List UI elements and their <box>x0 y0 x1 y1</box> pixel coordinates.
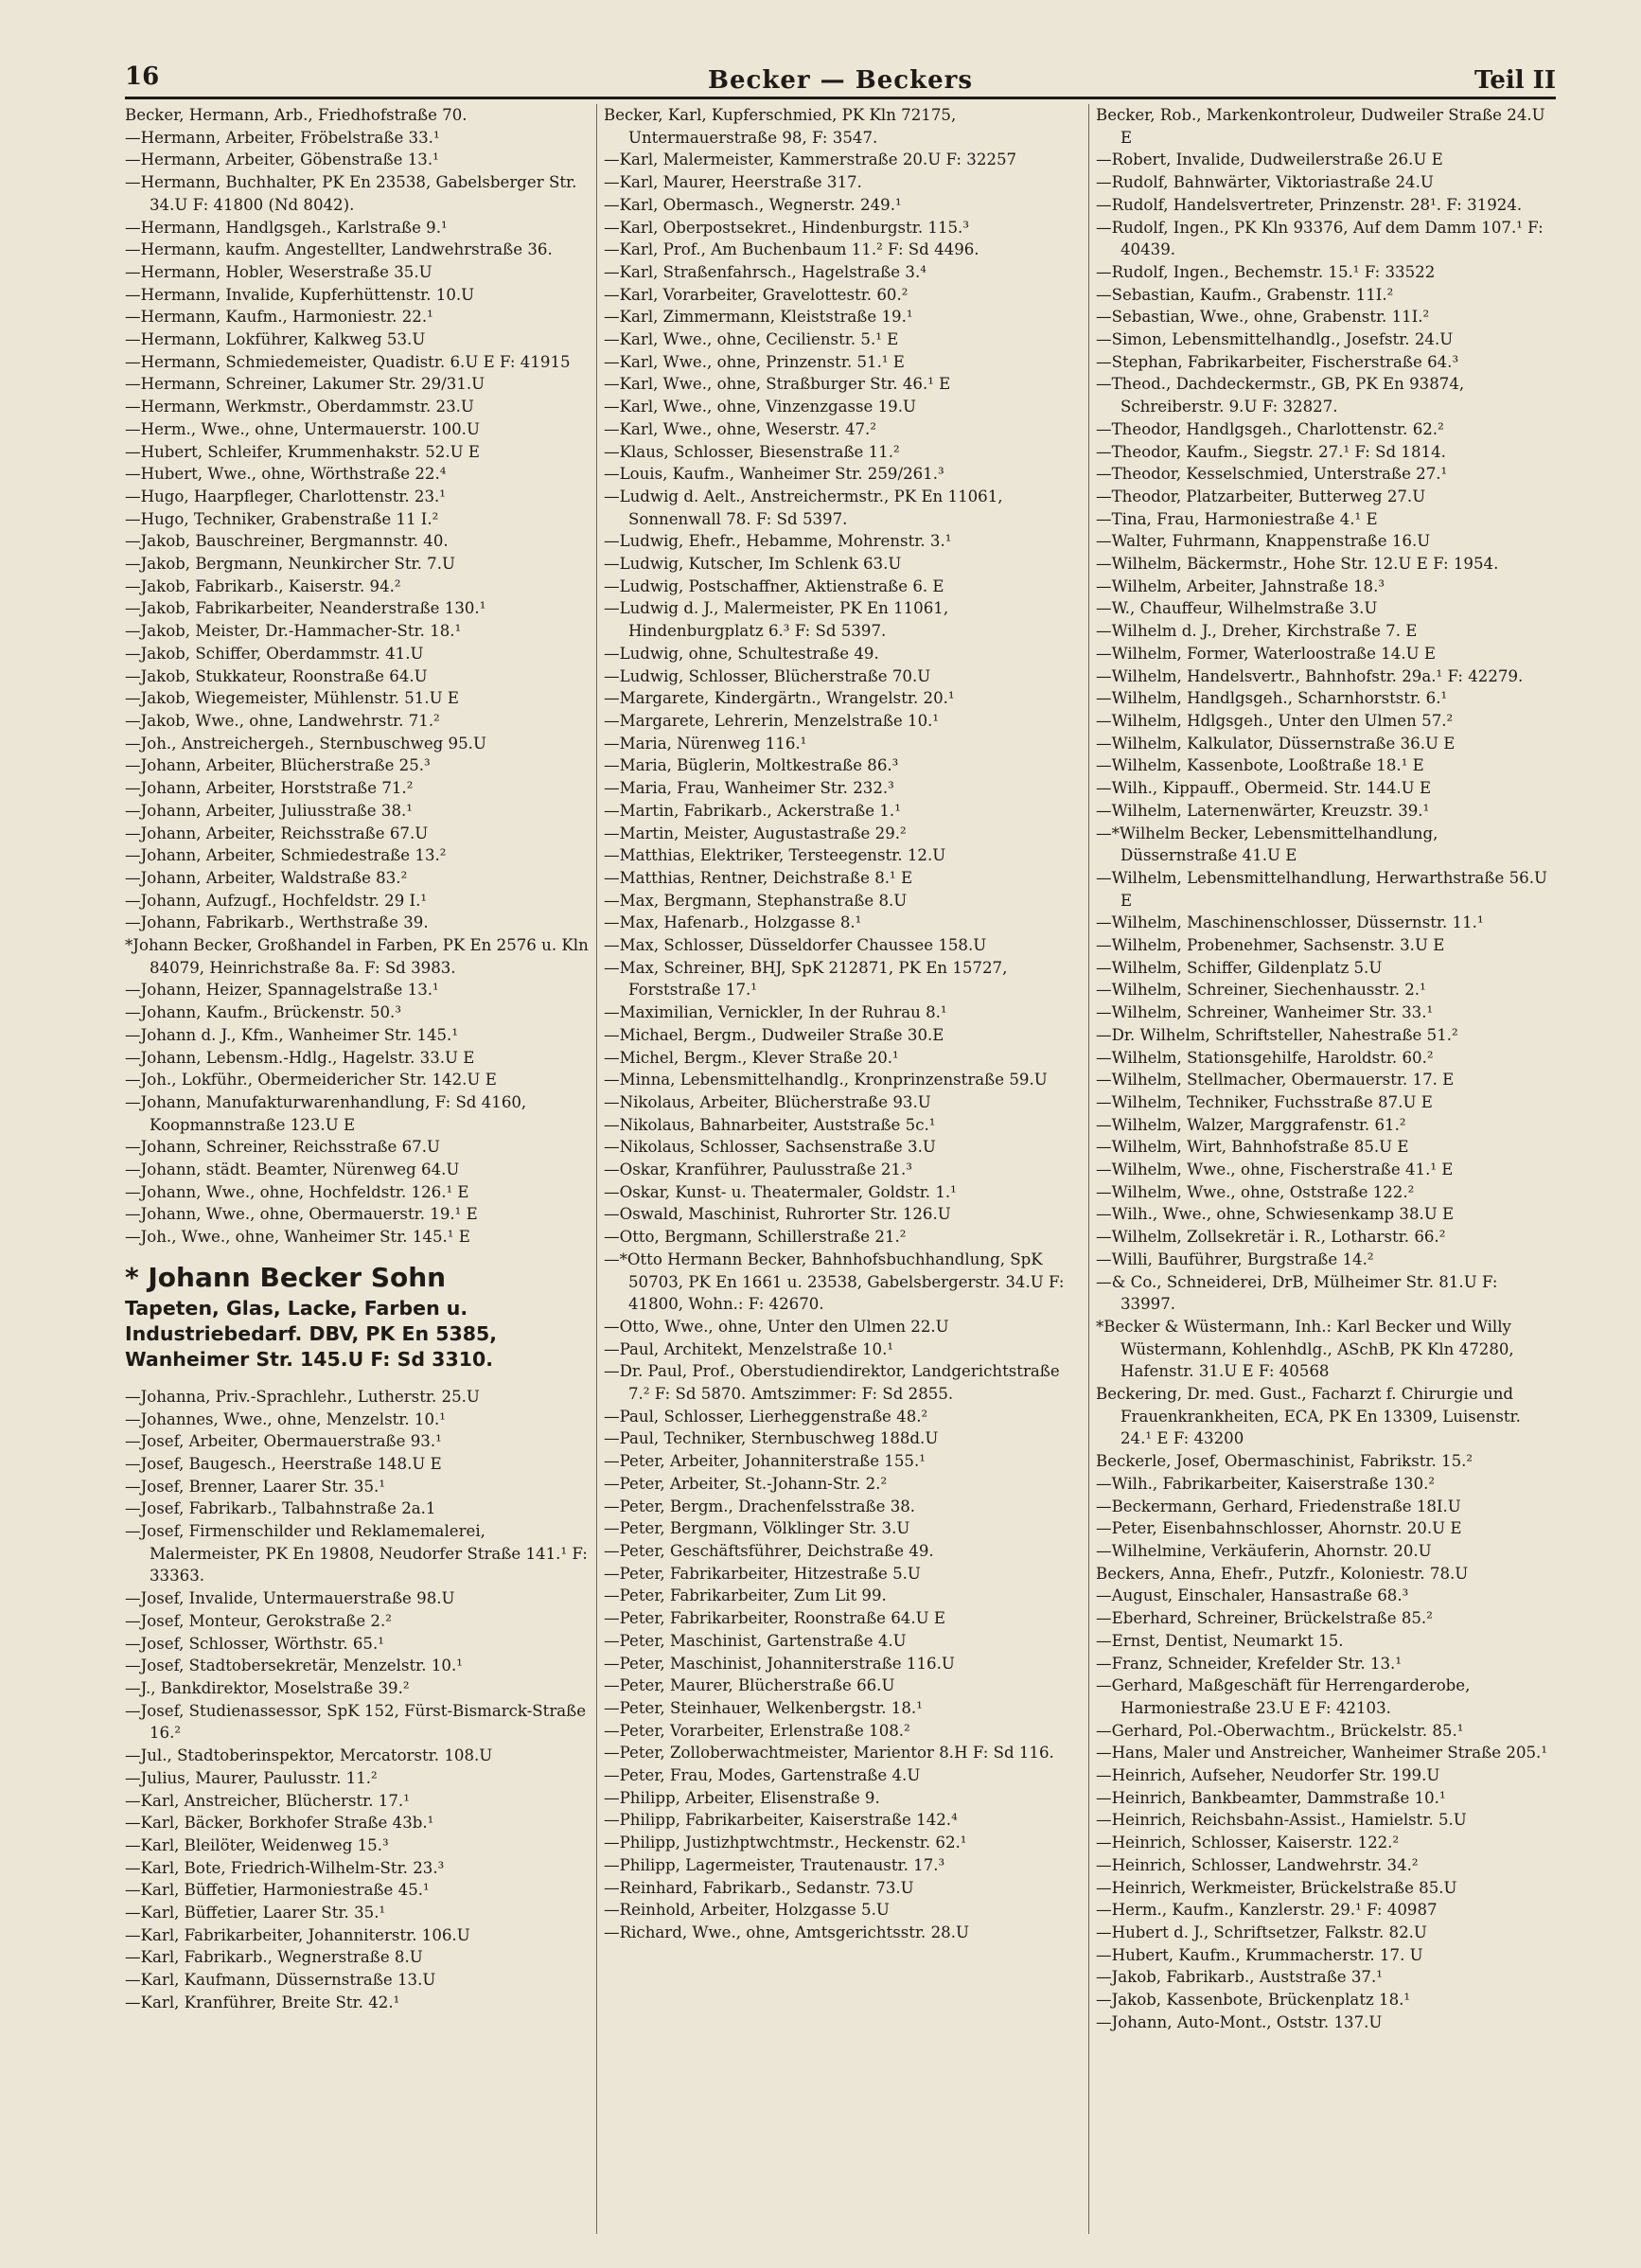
directory-entry: —Hermann, Arbeiter, Fröbelstraße 33.¹ <box>125 128 440 147</box>
directory-entry: —Nikolaus, Schlosser, Sachsenstraße 3.U <box>604 1138 936 1157</box>
directory-entry: —Margarete, Lehrerin, Menzelstraße 10.¹ <box>604 711 940 730</box>
directory-entry: —Sebastian, Wwe., ohne, Grabenstr. 11I.² <box>1096 308 1430 327</box>
directory-entry: —Dr. Paul, Prof., Oberstudiendirektor, Landgerichtstraße 7.² F: Sd 5870. Amtszimmer: F: Sd 2855. <box>604 1362 1060 1404</box>
directory-entry: —Heinrich, Schlosser, Kaiserstr. 122.² <box>1096 1834 1400 1852</box>
directory-entry: —Karl, Vorarbeiter, Gravelottestr. 60.² <box>604 285 909 304</box>
directory-entry: —Ludwig, Ehefr., Hebamme, Mohrenstr. 3.¹ <box>604 532 952 551</box>
directory-entry: —Ludwig d. Aelt., Anstreichermstr., PK En 11061, Sonnenwall 78. F: Sd 5397. <box>604 487 1003 528</box>
directory-entry: —Margarete, Kindergärtn., Wrangelstr. 20.¹ <box>604 689 955 708</box>
directory-entry: —Dr. Wilhelm, Schriftsteller, Nahestraße 51.² <box>1096 1025 1458 1044</box>
directory-entry: —Wilhelm, Schreiner, Siechenhausstr. 2.¹ <box>1096 981 1426 1000</box>
directory-entry: —Peter, Maurer, Blücherstraße 66.U <box>604 1676 895 1695</box>
column-2-entries <box>604 104 1077 1944</box>
directory-entry: —Max, Schlosser, Düsseldorfer Chaussee 158.U <box>604 936 987 955</box>
directory-entry: —Theod., Dachdeckermstr., GB, PK En 93874, Schreiberstr. 9.U F: 32827. <box>1096 375 1465 416</box>
directory-entry: —Hugo, Techniker, Grabenstraße 11 I.² <box>125 509 439 528</box>
directory-entry: —Joh., Wwe., ohne, Wanheimer Str. 145.¹ E <box>125 1228 470 1247</box>
directory-entry: —Johann, Arbeiter, Reichsstraße 67.U <box>125 824 429 842</box>
directory-entry: Beckers, Anna, Ehefr., Putzfr., Koloniestr. 78.U <box>1096 1564 1469 1583</box>
directory-entry: —Ludwig, ohne, Schultestraße 49. <box>604 644 879 663</box>
directory-entry: Becker, Karl, Kupferschmied, PK Kln 72175, Untermauerstraße 98, F: 3547. <box>604 106 957 147</box>
directory-entry: —Robert, Invalide, Dudweilerstraße 26.U E <box>1096 151 1443 169</box>
column-divider <box>1088 104 1089 2234</box>
directory-entry: —Peter, Fabrikarbeiter, Roonstraße 64.U E <box>604 1609 946 1628</box>
directory-entry: —Jakob, Bergmann, Neunkircher Str. 7.U <box>125 555 456 574</box>
directory-entry: —Reinhard, Fabrikarb., Sedanstr. 73.U <box>604 1878 914 1897</box>
directory-entry: —Wilhelm, Lebensmittelhandlung, Herwarthstraße 56.U E <box>1096 868 1547 910</box>
directory-entry: —Peter, Fabrikarbeiter, Zum Lit 99. <box>604 1586 887 1605</box>
directory-entry: —Paul, Architekt, Menzelstraße 10.¹ <box>604 1339 894 1358</box>
directory-entry: —Johann, Arbeiter, Horststraße 71.² <box>125 779 414 798</box>
directory-entry: —Franz, Schneider, Krefelder Str. 13.¹ <box>1096 1654 1402 1673</box>
directory-entry: —Ludwig d. J., Malermeister, PK En 11061, Hindenburgplatz 6.³ F: Sd 5397. <box>604 599 949 641</box>
directory-entry: —Karl, Fabrikarbeiter, Johanniterstr. 106.U <box>125 1925 470 1944</box>
section-label: Teil II <box>1473 66 1556 95</box>
directory-entry: —Louis, Kaufm., Wanheimer Str. 259/261.³ <box>604 465 944 484</box>
directory-entry: —Hans, Maler und Anstreicher, Wanheimer Straße 205.¹ <box>1096 1744 1547 1763</box>
directory-entry: —Josef, Fabrikarb., Talbahnstraße 2a.1 <box>125 1499 436 1518</box>
directory-entry: —Nikolaus, Arbeiter, Blücherstraße 93.U <box>604 1092 931 1111</box>
directory-entry: —Maria, Büglerin, Moltkestraße 86.³ <box>604 756 899 775</box>
directory-entry: —Max, Bergmann, Stephanstraße 8.U <box>604 891 908 910</box>
directory-entry: —Paul, Schlosser, Lierheggenstraße 48.² <box>604 1407 928 1426</box>
directory-entry: —Karl, Prof., Am Buchenbaum 11.² F: Sd 4496. <box>604 240 979 259</box>
directory-entry: —Hermann, Arbeiter, Göbenstraße 13.¹ <box>125 151 439 169</box>
directory-entry: —Johann, Arbeiter, Blücherstraße 25.³ <box>125 756 431 775</box>
directory-entry: —Hermann, Hobler, Weserstraße 35.U <box>125 262 432 281</box>
directory-entry: —Heinrich, Reichsbahn-Assist., Hamielstr. 5.U <box>1096 1811 1467 1830</box>
directory-entry: —Maria, Nürenweg 116.¹ <box>604 734 807 753</box>
directory-entry: —Karl, Bäcker, Borkhofer Straße 43b.¹ <box>125 1814 434 1833</box>
directory-entry: —Karl, Wwe., ohne, Straßburger Str. 46.¹ E <box>604 375 951 394</box>
directory-entry: —Peter, Maschinist, Johanniterstraße 116.U <box>604 1654 955 1673</box>
directory-entry: —Theodor, Handlgsgeh., Charlottenstr. 62.² <box>1096 419 1444 438</box>
directory-entry: —Jakob, Fabrikarb., Kaiserstr. 94.² <box>125 576 401 595</box>
directory-entry: —Wilhelm, Stellmacher, Obermauerstr. 17. E <box>1096 1071 1455 1090</box>
header-rule <box>125 97 1556 99</box>
directory-entry: —Karl, Wwe., ohne, Vinzenzgasse 19.U <box>604 398 917 416</box>
column-1 <box>125 104 589 2234</box>
advert-title: * Johann Becker Sohn <box>125 1261 447 1293</box>
directory-entry: —Joh., Lokführ., Obermeidericher Str. 142.U E <box>125 1071 497 1090</box>
directory-entry: —Karl, Büffetier, Harmoniestraße 45.¹ <box>125 1881 430 1900</box>
directory-entry: —Johann, Arbeiter, Waldstraße 83.² <box>125 868 408 887</box>
directory-entry: —Johann, Wwe., ohne, Hochfeldstr. 126.¹ E <box>125 1182 469 1201</box>
directory-entry: —Hermann, Kaufm., Harmoniestr. 22.¹ <box>125 308 433 327</box>
directory-entry: —Philipp, Fabrikarbeiter, Kaiserstraße 142.⁴ <box>604 1811 958 1830</box>
directory-entry: —Walter, Fuhrmann, Knappenstraße 16.U <box>1096 532 1431 551</box>
directory-entry: —Karl, Fabrikarb., Wegnerstraße 8.U <box>125 1948 423 1967</box>
directory-entry: —Martin, Fabrikarb., Ackerstraße 1.¹ <box>604 801 901 820</box>
directory-entry: —Hermann, Lokführer, Kalkweg 53.U <box>125 330 426 349</box>
directory-entry: —Michel, Bergm., Klever Straße 20.¹ <box>604 1048 899 1067</box>
directory-entry: Beckering, Dr. med. Gust., Facharzt f. Chirurgie und Frauenkrankheiten, ECA, PK En 13309, Luisenstr. 24.¹ E F: 43200 <box>1096 1385 1521 1448</box>
directory-entry: —Philipp, Justizhptwchtmstr., Heckenstr. 62.¹ <box>604 1834 967 1852</box>
directory-entry: —Reinhold, Arbeiter, Holzgasse 5.U <box>604 1901 890 1920</box>
directory-entry: Becker, Hermann, Arb., Friedhofstraße 70. <box>125 106 468 124</box>
directory-entry: —August, Einschaler, Hansastraße 68.³ <box>1096 1586 1409 1605</box>
column-1-entries-continued <box>125 1386 589 2014</box>
directory-entry: —Beckermann, Gerhard, Friedenstraße 18I.U <box>1096 1497 1461 1515</box>
column-divider <box>596 104 597 2234</box>
advert-johann-becker-sohn <box>125 1260 589 1373</box>
directory-entry: —Johann, Wwe., ohne, Obermauerstr. 19.¹ E <box>125 1205 478 1224</box>
directory-entry: —Peter, Arbeiter, St.-Johann-Str. 2.² <box>604 1474 888 1493</box>
directory-entry: —Wilh., Wwe., ohne, Schwiesenkamp 38.U E <box>1096 1205 1455 1224</box>
directory-entry: —Maria, Frau, Wanheimer Str. 232.³ <box>604 779 894 798</box>
directory-entry: —Otto, Bergmann, Schillerstraße 21.² <box>604 1228 907 1247</box>
directory-entry: —Hermann, Handlgsgeh., Karlstraße 9.¹ <box>125 218 448 237</box>
directory-entry: —Otto, Wwe., ohne, Unter den Ulmen 22.U <box>604 1317 949 1336</box>
directory-entry: —Jakob, Kassenbote, Brückenplatz 18.¹ <box>1096 1991 1411 2010</box>
directory-entry: —Minna, Lebensmittelhandlg., Kronprinzenstraße 59.U <box>604 1071 1048 1090</box>
directory-entry: —Wilhelm, Techniker, Fuchsstraße 87.U E <box>1096 1092 1433 1111</box>
directory-entry: —Peter, Arbeiter, Johanniterstraße 155.¹ <box>604 1452 926 1471</box>
directory-entry: —Josef, Studienassessor, SpK 152, Fürst-Bismarck-Straße 16.² <box>125 1701 587 1743</box>
directory-entry: —W., Chauffeur, Wilhelmstraße 3.U <box>1096 599 1378 618</box>
directory-entry: —Tina, Frau, Harmoniestraße 4.¹ E <box>1096 509 1378 528</box>
directory-entry: —Peter, Fabrikarbeiter, Hitzestraße 5.U <box>604 1564 921 1583</box>
directory-entry: —Wilhelm, Stationsgehilfe, Haroldstr. 60.² <box>1096 1048 1434 1067</box>
directory-entry: —Karl, Bleilöter, Weidenweg 15.³ <box>125 1835 389 1854</box>
directory-entry: —Hermann, Invalide, Kupferhüttenstr. 10.U <box>125 285 475 304</box>
directory-entry: —Johanna, Priv.-Sprachlehr., Lutherstr. 25.U <box>125 1387 480 1406</box>
directory-entry: —Herm., Kaufm., Kanzlerstr. 29.¹ F: 40987 <box>1096 1901 1438 1920</box>
directory-entry: —Josef, Invalide, Untermauerstraße 98.U <box>125 1589 455 1608</box>
directory-entry: —Josef, Monteur, Gerokstraße 2.² <box>125 1611 392 1630</box>
directory-entry: —Karl, Wwe., ohne, Prinzenstr. 51.¹ E <box>604 352 905 371</box>
page-number: 16 <box>125 62 160 91</box>
directory-entry: —Klaus, Schlosser, Biesenstraße 11.² <box>604 442 900 461</box>
advert-body: Tapeten, Glas, Lacke, Farben u. Industriebedarf. DBV, PK En 5385, Wanheimer Str. 145.U F: Sd 3310. <box>125 1296 498 1371</box>
directory-entry: —Max, Hafenarb., Holzgasse 8.¹ <box>604 913 862 932</box>
directory-entry: Becker, Rob., Markenkontroleur, Dudweiler Straße 24.U E <box>1096 106 1545 147</box>
directory-entry: —Josef, Baugesch., Heerstraße 148.U E <box>125 1454 442 1473</box>
directory-entry: —Eberhard, Schreiner, Brückelstraße 85.² <box>1096 1609 1433 1628</box>
directory-entry: —Herm., Wwe., ohne, Untermauerstr. 100.U <box>125 419 480 438</box>
directory-entry: —Peter, Steinhauer, Welkenbergstr. 18.¹ <box>604 1698 923 1717</box>
directory-entry: —Karl, Straßenfahrsch., Hagelstraße 3.⁴ <box>604 262 926 281</box>
directory-entry: —Karl, Wwe., ohne, Weserstr. 47.² <box>604 419 876 438</box>
directory-entry: —Wilhelm, Laternenwärter, Kreuzstr. 39.¹ <box>1096 801 1430 820</box>
directory-entry: —Gerhard, Maßgeschäft für Herrengarderobe, Harmoniestraße 23.U E F: 42103. <box>1096 1676 1471 1717</box>
directory-entry: —Ernst, Dentist, Neumarkt 15. <box>1096 1631 1344 1650</box>
directory-entry: —Jakob, Schiffer, Oberdammstr. 41.U <box>125 644 424 663</box>
directory-entry: —Karl, Zimmermann, Kleiststraße 19.¹ <box>604 308 913 327</box>
directory-entry: —Ludwig, Schlosser, Blücherstraße 70.U <box>604 666 931 685</box>
directory-entry: —Wilhelm, Handlgsgeh., Scharnhorststr. 6.¹ <box>1096 689 1448 708</box>
directory-entry: —Theodor, Platzarbeiter, Butterweg 27.U <box>1096 487 1426 505</box>
directory-entry: —Wilhelm, Probenehmer, Sachsenstr. 3.U E <box>1096 936 1445 955</box>
directory-entry: —Rudolf, Ingen., Bechemstr. 15.¹ F: 33522 <box>1096 262 1436 281</box>
directory-entry: —Wilhelm, Wwe., ohne, Oststraße 122.² <box>1096 1182 1415 1201</box>
column-3-entries <box>1096 104 1556 2033</box>
directory-entry: —Maximilian, Vernickler, In der Ruhrau 8.¹ <box>604 1003 947 1022</box>
directory-entry: —Matthias, Elektriker, Tersteegenstr. 12.U <box>604 846 946 865</box>
directory-entry: —Nikolaus, Bahnarbeiter, Auststraße 5c.¹ <box>604 1115 936 1134</box>
directory-entry: —Joh., Anstreichergeh., Sternbuschweg 95.U <box>125 734 486 753</box>
directory-entry: —Peter, Zolloberwachtmeister, Marientor 8.H F: Sd 116. <box>604 1744 1054 1763</box>
directory-entry: —Johann, Schreiner, Reichsstraße 67.U <box>125 1138 440 1157</box>
directory-entry: —Johannes, Wwe., ohne, Menzelstr. 10.¹ <box>125 1409 446 1428</box>
directory-entry: —Jakob, Meister, Dr.-Hammacher-Str. 18.¹ <box>125 622 462 641</box>
directory-entry: —Karl, Oberpostsekret., Hindenburgstr. 115.³ <box>604 218 969 237</box>
directory-entry: —Johann, Arbeiter, Schmiedestraße 13.² <box>125 846 447 865</box>
directory-entry: —Peter, Maschinist, Gartenstraße 4.U <box>604 1631 907 1650</box>
directory-entry: —Willi, Bauführer, Burgstraße 14.² <box>1096 1249 1374 1268</box>
directory-entry: —Josef, Stadtobersekretär, Menzelstr. 10.¹ <box>125 1657 463 1675</box>
directory-entry: —Heinrich, Aufseher, Neudorfer Str. 199.U <box>1096 1766 1440 1785</box>
directory-entry: —Ludwig, Kutscher, Im Schlenk 63.U <box>604 555 902 574</box>
directory-entry: —Johann, Fabrikarb., Werthstraße 39. <box>125 913 429 932</box>
directory-entry: —Wilhelmine, Verkäuferin, Ahornstr. 20.U <box>1096 1542 1432 1560</box>
directory-entry: —Peter, Eisenbahnschlosser, Ahornstr. 20.U E <box>1096 1519 1462 1538</box>
directory-entry: —Heinrich, Bankbeamter, Dammstraße 10.¹ <box>1096 1788 1446 1807</box>
directory-entry: —Richard, Wwe., ohne, Amtsgerichtsstr. 28.U <box>604 1922 969 1941</box>
directory-entry: —Michael, Bergm., Dudweiler Straße 30.E <box>604 1025 944 1044</box>
directory-entry: —Wilhelm, Hdlgsgeh., Unter den Ulmen 57.² <box>1096 711 1454 730</box>
directory-entry: —Johann, Lebensm.-Hdlg., Hagelstr. 33.U E <box>125 1048 475 1067</box>
directory-entry: —Karl, Obermasch., Wegnerstr. 249.¹ <box>604 195 902 214</box>
directory-entry: —Stephan, Fabrikarbeiter, Fischerstraße 64.³ <box>1096 352 1459 371</box>
directory-entry: —J., Bankdirektor, Moselstraße 39.² <box>125 1679 410 1697</box>
directory-entry: —Peter, Bergm., Drachenfelsstraße 38. <box>604 1497 916 1515</box>
directory-entry: —Karl, Bote, Friedrich-Wilhelm-Str. 23.³ <box>125 1858 445 1877</box>
column-3 <box>1096 104 1556 2234</box>
directory-entry: —*Otto Hermann Becker, Bahnhofsbuchhandlung, SpK 50703, PK En 1661 u. 23538, Gabelsbergerstr. 34.U F: 41800, Wohn.: F: 42670. <box>604 1249 1065 1314</box>
directory-entry: —Karl, Malermeister, Kammerstraße 20.U F: 32257 <box>604 151 1017 169</box>
directory-entry: —Oskar, Kranführer, Paulusstraße 21.³ <box>604 1161 912 1179</box>
directory-entry: —Wilhelm, Kalkulator, Düssernstraße 36.U E <box>1096 734 1456 753</box>
column-1-entries <box>125 104 589 1249</box>
directory-entry: —Wilhelm, Walzer, Marggrafenstr. 61.² <box>1096 1115 1406 1134</box>
directory-entry: —Josef, Firmenschilder und Reklamemalerei, Malermeister, PK En 19808, Neudorfer Straße 141.¹ F: 33363. <box>125 1522 588 1586</box>
directory-entry: —Johann, Arbeiter, Juliusstraße 38.¹ <box>125 801 413 820</box>
directory-entry: —& Co., Schneiderei, DrB, Mülheimer Str. 81.U F: 33997. <box>1096 1272 1498 1314</box>
directory-entry: —Hermann, kaufm. Angestellter, Landwehrstraße 36. <box>125 240 553 259</box>
directory-entry: —Paul, Techniker, Sternbuschweg 188d.U <box>604 1429 939 1448</box>
directory-entry: —Johann, städt. Beamter, Nürenweg 64.U <box>125 1161 460 1179</box>
directory-entry: —*Wilhelm Becker, Lebensmittelhandlung, Düssernstraße 41.U E <box>1096 824 1438 865</box>
directory-entry: *Becker & Wüstermann, Inh.: Karl Becker und Willy Wüstermann, Kohlenhdlg., ASchB, PK Kln 47280, Hafenstr. 31.U E F: 40568 <box>1096 1317 1514 1381</box>
directory-entry: —Karl, Kranführer, Breite Str. 42.¹ <box>125 1993 400 2011</box>
directory-entry: —Karl, Büffetier, Laarer Str. 35.¹ <box>125 1904 386 1922</box>
directory-entry: —Theodor, Kaufm., Siegstr. 27.¹ F: Sd 1814. <box>1096 442 1446 461</box>
directory-entry: —Sebastian, Kaufm., Grabenstr. 11I.² <box>1096 285 1394 304</box>
directory-entry: —Karl, Kaufmann, Düssernstraße 13.U <box>125 1971 436 1990</box>
directory-entry: —Philipp, Arbeiter, Elisenstraße 9. <box>604 1788 880 1807</box>
directory-entry: —Peter, Vorarbeiter, Erlenstraße 108.² <box>604 1721 910 1740</box>
running-head: Becker — Beckers <box>708 66 973 95</box>
directory-entry: —Wilhelm, Maschinenschlosser, Düssernstr. 11.¹ <box>1096 913 1484 932</box>
directory-entry: —Heinrich, Werkmeister, Brückelstraße 85.U <box>1096 1878 1457 1897</box>
directory-entry: —Josef, Brenner, Laarer Str. 35.¹ <box>125 1477 385 1496</box>
directory-entry: —Peter, Geschäftsführer, Deichstraße 49. <box>604 1542 934 1560</box>
directory-entry: —Hugo, Haarpfleger, Charlottenstr. 23.¹ <box>125 487 446 505</box>
directory-entry: —Rudolf, Ingen., PK Kln 93376, Auf dem Damm 107.¹ F: 40439. <box>1096 218 1544 259</box>
directory-entry: —Johann, Auto-Mont., Oststr. 137.U <box>1096 2012 1383 2031</box>
directory-entry: —Oskar, Kunst- u. Theatermaler, Goldstr. 1.¹ <box>604 1182 957 1201</box>
directory-entry: —Jakob, Bauschreiner, Bergmannstr. 40. <box>125 532 449 551</box>
directory-entry: —Wilhelm, Arbeiter, Jahnstraße 18.³ <box>1096 576 1385 595</box>
directory-entry: —Jakob, Wwe., ohne, Landwehrstr. 71.² <box>125 711 440 730</box>
directory-entry: —Peter, Bergmann, Völklinger Str. 3.U <box>604 1519 910 1538</box>
directory-entry: —Hermann, Werkmstr., Oberdammstr. 23.U <box>125 398 474 416</box>
directory-entry: —Wilhelm, Former, Waterloostraße 14.U E <box>1096 644 1436 663</box>
directory-entry: —Hermann, Schreiner, Lakumer Str. 29/31.U <box>125 375 485 394</box>
directory-entry: —Hubert, Kaufm., Krummacherstr. 17. U <box>1096 1945 1423 1964</box>
directory-entry: —Josef, Schlosser, Wörthstr. 65.¹ <box>125 1634 384 1653</box>
directory-entry: —Gerhard, Pol.-Oberwachtm., Brückelstr. 85.¹ <box>1096 1721 1464 1740</box>
directory-entry: —Ludwig, Postschaffner, Aktienstraße 6. E <box>604 576 944 595</box>
directory-entry: —Johann, Manufakturwarenhandlung, F: Sd 4160, Koopmannstraße 123.U E <box>125 1092 527 1134</box>
directory-entry: —Hubert, Wwe., ohne, Wörthstraße 22.⁴ <box>125 465 447 484</box>
directory-entry: —Wilhelm, Schreiner, Wanheimer Str. 33.¹ <box>1096 1003 1434 1022</box>
directory-entry: —Jakob, Fabrikarb., Auststraße 37.¹ <box>1096 1968 1383 1987</box>
directory-entry: —Martin, Meister, Augustastraße 29.² <box>604 824 907 842</box>
directory-entry: —Wilh., Kippauff., Obermeid. Str. 144.U E <box>1096 779 1432 798</box>
directory-entry: —Hubert, Schleifer, Krummenhakstr. 52.U E <box>125 442 480 461</box>
directory-entry: —Wilhelm, Wirt, Bahnhofstraße 85.U E <box>1096 1138 1409 1157</box>
directory-entry: —Johann d. J., Kfm., Wanheimer Str. 145.¹ <box>125 1025 458 1044</box>
directory-entry: —Max, Schreiner, BHJ, SpK 212871, PK En 15727, Forststraße 17.¹ <box>604 958 1008 1000</box>
directory-entry: —Wilhelm, Schiffer, Gildenplatz 5.U <box>1096 958 1383 977</box>
directory-entry: —Josef, Arbeiter, Obermauerstraße 93.¹ <box>125 1432 442 1451</box>
directory-entry: —Jul., Stadtoberinspektor, Mercatorstr. 108.U <box>125 1746 493 1765</box>
directory-entry: —Jakob, Stukkateur, Roonstraße 64.U <box>125 666 428 685</box>
directory-entry: —Wilhelm, Zollsekretär i. R., Lotharstr. 66.² <box>1096 1228 1446 1247</box>
directory-entry: —Karl, Anstreicher, Blücherstr. 17.¹ <box>125 1791 410 1810</box>
directory-entry: —Matthias, Rentner, Deichstraße 8.¹ E <box>604 868 913 887</box>
page-header <box>125 59 1556 100</box>
directory-entry: —Hubert d. J., Schriftsetzer, Falkstr. 82.U <box>1096 1922 1427 1941</box>
directory-entry: —Oswald, Maschinist, Ruhrorter Str. 126.U <box>604 1205 951 1224</box>
directory-entry: —Rudolf, Bahnwärter, Viktoriastraße 24.U <box>1096 173 1434 192</box>
directory-entry: —Jakob, Wiegemeister, Mühlenstr. 51.U E <box>125 689 459 708</box>
directory-entry: —Philipp, Lagermeister, Trautenaustr. 17.³ <box>604 1855 945 1874</box>
directory-entry: —Hermann, Buchhalter, PK En 23538, Gabelsberger Str. 34.U F: 41800 (Nd 8042). <box>125 173 577 214</box>
directory-entry: —Wilhelm, Handelsvertr., Bahnhofstr. 29a.¹ F: 42279. <box>1096 666 1524 685</box>
directory-entry: —Jakob, Fabrikarbeiter, Neanderstraße 130.¹ <box>125 599 486 618</box>
directory-entry: —Wilhelm, Kassenbote, Looßtraße 18.¹ E <box>1096 756 1424 775</box>
directory-entry: —Wilhelm, Bäckermstr., Hohe Str. 12.U E F: 1954. <box>1096 555 1499 574</box>
directory-entry: —Hermann, Schmiedemeister, Quadistr. 6.U E F: 41915 <box>125 352 571 371</box>
directory-entry: —Johann, Aufzugf., Hochfeldstr. 29 I.¹ <box>125 891 428 910</box>
directory-entry: —Simon, Lebensmittelhandlg., Josefstr. 24.U <box>1096 330 1454 349</box>
directory-entry: —Wilh., Fabrikarbeiter, Kaiserstraße 130.² <box>1096 1474 1436 1493</box>
directory-entry: —Peter, Frau, Modes, Gartenstraße 4.U <box>604 1766 921 1785</box>
directory-entry: —Heinrich, Schlosser, Landwehrstr. 34.² <box>1096 1855 1419 1874</box>
directory-entry: —Wilhelm, Wwe., ohne, Fischerstraße 41.¹ E <box>1096 1161 1454 1179</box>
directory-entry: —Johann, Kaufm., Brückenstr. 50.³ <box>125 1003 401 1022</box>
directory-entry: *Johann Becker, Großhandel in Farben, PK En 2576 u. Kln 84079, Heinrichstraße 8a. F: Sd 3983. <box>125 936 589 977</box>
directory-entry: —Wilhelm d. J., Dreher, Kirchstraße 7. E <box>1096 622 1418 641</box>
directory-entry: —Karl, Maurer, Heerstraße 317. <box>604 173 862 192</box>
directory-entry: —Julius, Maurer, Paulusstr. 11.² <box>125 1768 378 1787</box>
directory-entry: —Karl, Wwe., ohne, Cecilienstr. 5.¹ E <box>604 330 899 349</box>
column-2 <box>604 104 1077 2234</box>
directory-entry: —Theodor, Kesselschmied, Unterstraße 27.¹ <box>1096 465 1448 484</box>
directory-entry: Beckerle, Josef, Obermaschinist, Fabrikstr. 15.² <box>1096 1452 1473 1471</box>
directory-entry: —Johann, Heizer, Spannagelstraße 13.¹ <box>125 981 439 1000</box>
directory-entry: —Rudolf, Handelsvertreter, Prinzenstr. 28¹. F: 31924. <box>1096 195 1523 214</box>
